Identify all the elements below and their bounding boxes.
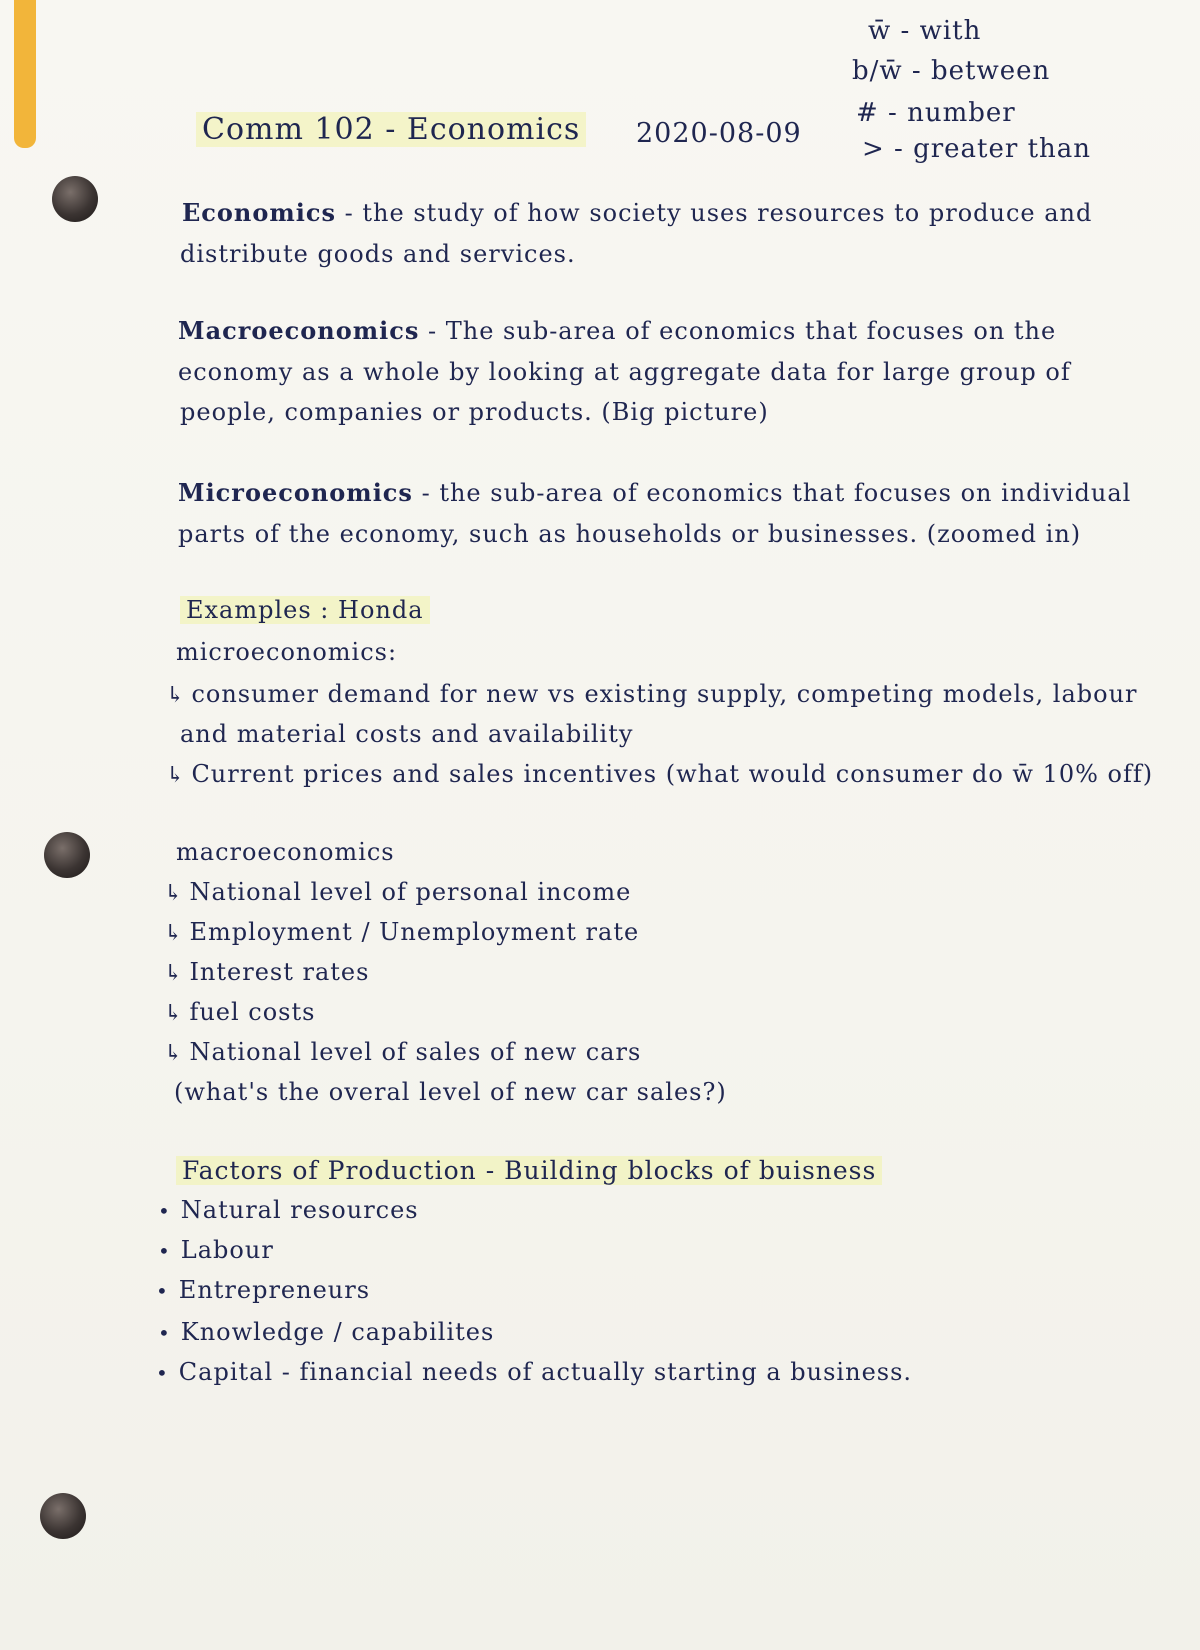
example-macro-item: ↳ Employment / Unemployment rate (164, 918, 640, 946)
example-micro-item: ↳ Current prices and sales incentives (what would consumer do w̄ 10% off) (166, 760, 1154, 788)
arrow-icon: ↳ (164, 921, 184, 946)
definition-microeconomics (178, 478, 1131, 507)
factor-item: • Entrepreneurs (156, 1276, 371, 1304)
bullet-icon: • (156, 1361, 169, 1385)
factor-item: • Knowledge / capabilites (158, 1318, 495, 1346)
arrow-icon: ↳ (164, 1001, 184, 1026)
definition-economics-line2: distribute goods and services. (180, 240, 576, 268)
legend-between: b/w̄ - between (852, 56, 1051, 86)
example-macro-item: ↳ Interest rates (164, 958, 370, 986)
factor-item: • Labour (158, 1236, 274, 1264)
arrow-icon: ↳ (166, 763, 186, 788)
arrow-icon: ↳ (164, 961, 184, 986)
definition-economics (182, 198, 1092, 227)
bullet-icon: • (158, 1199, 171, 1223)
definition-macroeconomics-line2: economy as a whole by looking at aggregate data for large group of (178, 358, 1071, 386)
bullet-icon: • (158, 1239, 171, 1263)
binder-hole (40, 1493, 86, 1539)
legend-with: w̄ - with (868, 16, 982, 46)
example-macro-item: ↳ fuel costs (164, 998, 316, 1026)
page-tab-marker (14, 0, 36, 148)
definition-microeconomics-line2: parts of the economy, such as households or businesses. (zoomed in) (178, 520, 1082, 548)
example-macro-item: ↳ National level of personal income (164, 878, 632, 906)
arrow-icon: ↳ (164, 1041, 184, 1066)
arrow-icon: ↳ (164, 881, 184, 906)
definition-macroeconomics-line3: people, companies or products. (Big picture) (180, 398, 769, 426)
examples-micro-label: microeconomics: (176, 638, 398, 666)
example-micro-item: ↳ consumer demand for new vs existing supply, competing models, labour (166, 680, 1138, 708)
factor-item: • Natural resources (158, 1196, 419, 1224)
term-macroeconomics: Macroeconomics (178, 316, 420, 345)
legend-greater-than: > - greater than (862, 134, 1092, 164)
arrow-icon: ↳ (166, 683, 186, 708)
example-macro-note: (what's the overal level of new car sales?) (174, 1078, 727, 1106)
example-micro-item-cont: and material costs and availability (180, 720, 634, 748)
page-title: Comm 102 - Economics (196, 112, 586, 147)
term-economics: Economics (182, 198, 337, 227)
examples-heading: Examples : Honda (180, 596, 430, 624)
definition-text: - The sub-area of economics that focuses on the (428, 317, 1057, 345)
binder-hole (52, 176, 98, 222)
bullet-icon: • (156, 1279, 169, 1303)
binder-hole (44, 832, 90, 878)
factors-heading: Factors of Production - Building blocks of buisness (176, 1156, 882, 1185)
factor-item: • Capital - financial needs of actually starting a business. (156, 1358, 913, 1386)
legend-number: # - number (856, 98, 1016, 128)
example-macro-item: ↳ National level of sales of new cars (164, 1038, 642, 1066)
term-microeconomics: Microeconomics (178, 478, 413, 507)
definition-macroeconomics (178, 316, 1056, 345)
definition-text: - the sub-area of economics that focuses on individual (421, 479, 1132, 507)
examples-macro-label: macroeconomics (176, 838, 395, 866)
page-date: 2020-08-09 (636, 118, 802, 149)
bullet-icon: • (158, 1321, 171, 1345)
definition-text: - the study of how society uses resources to produce and (344, 199, 1093, 227)
